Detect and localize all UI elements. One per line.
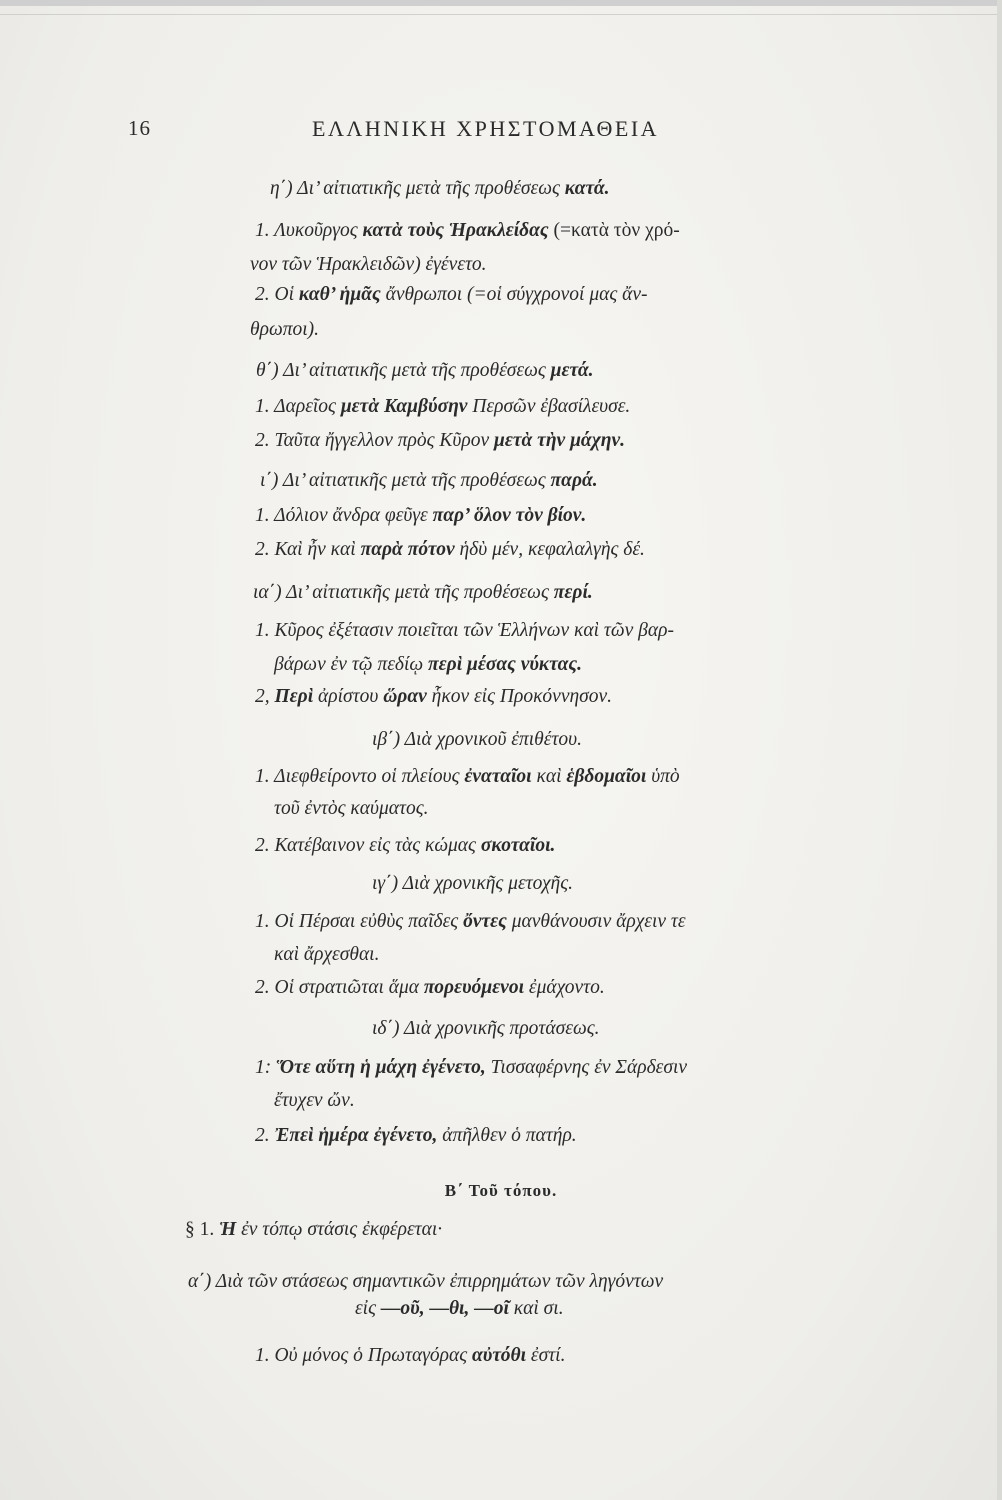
example-line: 1: Ὅτε αὕτη ἡ μάχη ἐγένετο, Τισσαφέρνης ἐν Σάρδεσιν [255, 1057, 688, 1078]
example-line: θρωποι). [250, 319, 320, 340]
example-line: 2. Ἐπεὶ ἡμέρα ἐγένετο, ἀπῆλθεν ὁ πατήρ. [255, 1125, 577, 1146]
subsection-heading-alpha: α΄) Διὰ τῶν στάσεως σημαντικῶν ἐπιρρημάτων τῶν ληγόντων [188, 1271, 664, 1292]
page-header [0, 116, 1002, 146]
example-line: τοῦ ἐντὸς καύματος. [274, 798, 429, 819]
running-title: ΕΛΛΗΝΙΚΗ ΧΡΗΣΤΟΜΑΘΕΙΑ [312, 116, 660, 141]
subsection-heading-ia: ια΄) Δι’ αἰτιατικῆς μετὰ τῆς προθέσεως περί. [253, 582, 593, 603]
subsection-heading-theta: θ΄) Δι’ αἰτιατικῆς μετὰ τῆς προθέσεως μετά. [256, 360, 594, 381]
example-line: 1. Οὐ μόνος ὁ Πρωταγόρας αὐτόθι ἐστί. [255, 1345, 566, 1366]
subsection-heading-id: ιδ΄) Διὰ χρονικῆς προτάσεως. [372, 1018, 600, 1039]
example-line: εἰς —οῦ, —θι, —οῖ καὶ σι. [355, 1298, 564, 1319]
subsection-heading-iota: ι΄) Δι’ αἰτιατικῆς μετὰ τῆς προθέσεως παρά. [260, 470, 598, 491]
example-line: 1. Δαρεῖος μετὰ Καμβύσην Περσῶν ἐβασίλευσε. [255, 396, 631, 417]
example-line: καὶ ἄρχεσθαι. [274, 944, 380, 965]
example-line: 2. Οἱ καθ’ ἡμᾶς ἄνθρωποι (=οἱ σύγχρονοί μας ἄν- [255, 284, 648, 305]
example-line: 1. Κῦρος ἐξέτασιν ποιεῖται τῶν Ἑλλήνων καὶ τῶν βαρ- [255, 620, 674, 641]
section-heading-place: Β΄ Τοῦ τόπου. [444, 1181, 558, 1200]
example-line: 2. Κατέβαινον εἰς τὰς κώμας σκοταῖοι. [255, 835, 556, 856]
page-number: 16 [128, 116, 151, 140]
example-line: βάρων ἐν τῷ πεδίῳ περὶ μέσας νύκτας. [274, 654, 582, 675]
example-line: 1. Δόλιον ἄνδρα φεῦγε παρ’ ὅλον τὸν βίον. [255, 505, 587, 526]
example-line: 2. Ταῦτα ἤγγελλον πρὸς Κῦρον μετὰ τὴν μάχην. [255, 430, 625, 451]
scan-right-edge [997, 0, 1002, 1500]
scan-top-edge [0, 0, 1002, 6]
example-line: 2, Περὶ ἀρίστου ὥραν ἧκον εἰς Προκόννησον. [255, 686, 613, 707]
example-line: 1. Λυκοῦργος κατὰ τοὺς Ἡρακλείδας (=κατὰ τὸν χρό- [255, 220, 680, 241]
scan-line [0, 14, 1002, 15]
subsection-heading-eta: η΄) Δι’ αἰτιατικῆς μετὰ τῆς προθέσεως κατά. [270, 178, 610, 199]
example-line: 2. Οἱ στρατιῶται ἅμα πορευόμενοι ἐμάχοντο. [255, 977, 605, 998]
subsection-heading-ib: ιβ΄) Διὰ χρονικοῦ ἐπιθέτου. [372, 729, 582, 750]
subsection-heading-ig: ιγ΄) Διὰ χρονικῆς μετοχῆς. [372, 873, 574, 894]
example-line: ἔτυχεν ὤν. [274, 1090, 355, 1111]
example-line: 1. Διεφθείροντο οἱ πλείους ἐναταῖοι καὶ ἑβδομαῖοι ὑπὸ [255, 766, 680, 787]
example-line: 2. Καὶ ἦν καὶ παρὰ πότον ἡδὺ μέν, κεφαλαλγὴς δέ. [255, 539, 645, 560]
paragraph-heading: § 1. Ἡ ἐν τόπῳ στάσις ἐκφέρεται· [185, 1219, 443, 1240]
example-line: 1. Οἱ Πέρσαι εὐθὺς παῖδες ὄντες μανθάνουσιν ἄρχειν τε [255, 911, 686, 932]
example-line: νον τῶν Ἡρακλειδῶν) ἐγένετο. [250, 254, 487, 275]
